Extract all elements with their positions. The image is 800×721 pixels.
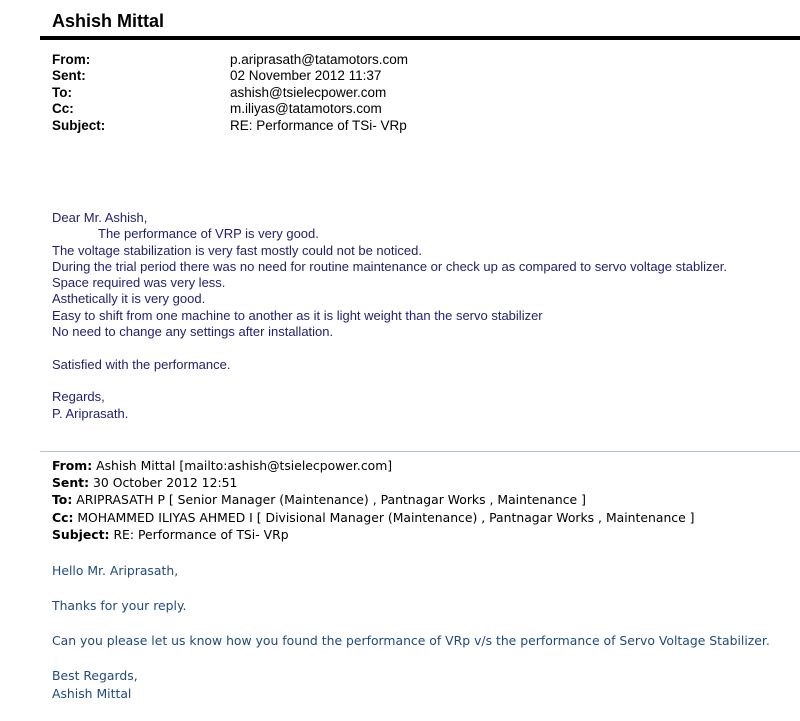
email1-body-line: The voltage stabilization is very fast mostly could not be noticed. <box>52 242 422 258</box>
email1-body-line: P. Ariprasath. <box>52 405 129 421</box>
email2-body-line: Ashish Mittal <box>52 685 132 701</box>
email1-from-label: From: <box>52 52 91 67</box>
email1-sent-row <box>52 68 408 84</box>
email2-cc-label: Cc: <box>52 509 74 525</box>
email2-sent-label: Sent: <box>52 475 90 491</box>
email1-body-line: Space required was very less. <box>52 275 226 291</box>
email2-cc-row <box>52 509 695 526</box>
document-title: Ashish Mittal <box>52 11 165 31</box>
email2-body-line <box>52 580 792 598</box>
email1-body-line <box>52 340 792 356</box>
email2-body-line <box>52 615 792 633</box>
email2-body-line: Best Regards, <box>52 668 138 683</box>
email1-body-line: Dear Mr. Ashish, <box>52 210 148 225</box>
email1-cc-value: m.iliyas@tatamotors.com <box>230 101 382 117</box>
email1-to-label: To: <box>52 84 72 100</box>
email2-body <box>52 562 792 702</box>
email2-sent-row <box>52 474 695 491</box>
email1-from-value: p.ariprasath@tatamotors.com <box>230 52 409 67</box>
email2-body-line: Thanks for your reply. <box>52 598 187 613</box>
email1-body-line: Regards, <box>52 389 105 405</box>
email1-body-line: Easy to shift from one machine to another as it is light weight than the servo stabilizer <box>52 307 543 323</box>
title-rule <box>40 36 800 40</box>
email2-subject-label: Subject: <box>52 526 110 542</box>
email1-from-row <box>52 52 408 68</box>
email1-to-value: ashish@tsielecpower.com <box>230 84 387 100</box>
email1-subject-label: Subject: <box>52 117 106 133</box>
email2-to-row <box>52 491 695 508</box>
email2-cc-value: MOHAMMED ILIYAS AHMED I [ Divisional Manager (Maintenance) , Pantnagar Works , Maintenance ] <box>77 509 695 525</box>
email2-header <box>52 457 695 543</box>
email1-subject-value: RE: Performance of TSi- VRp <box>230 117 407 133</box>
email1-body <box>52 210 792 422</box>
email2-body-line <box>52 650 792 668</box>
email1-body-line: No need to change any settings after installation. <box>52 324 334 340</box>
email1-to-row <box>52 85 408 101</box>
email2-to-value: ARIPRASATH P [ Senior Manager (Maintenance) , Pantnagar Works , Maintenance ] <box>76 492 586 508</box>
email2-subject-value: RE: Performance of TSi- VRp <box>113 526 289 542</box>
email1-body-line: During the trial period there was no need for routine maintenance or check up as compared to servo voltage stablizer. <box>52 258 727 274</box>
email1-sent-value: 02 November 2012 11:37 <box>230 68 382 84</box>
email2-sent-value: 30 October 2012 12:51 <box>92 475 238 491</box>
email2-body-line: Hello Mr. Ariprasath, <box>52 563 179 578</box>
email2-from-row <box>52 457 695 474</box>
email1-body-line: Asthetically it is very good. <box>52 291 206 307</box>
email1-subject-row <box>52 118 408 134</box>
email1-body-line <box>52 373 792 389</box>
email2-body-line: Can you please let us know how you found the performance of VRp v/s the performance of Servo Voltage Stabilizer. <box>52 633 770 648</box>
email1-body-line: Satisfied with the performance. <box>52 356 231 372</box>
email2-from-value: Ashish Mittal [mailto:ashish@tsielecpower.com] <box>96 458 393 473</box>
email2-subject-row <box>52 526 695 543</box>
email1-cc-row <box>52 101 408 117</box>
email1-cc-label: Cc: <box>52 101 74 117</box>
email2-from-label: From: <box>52 458 93 473</box>
email2-to-label: To: <box>52 492 73 508</box>
email1-header <box>52 52 408 134</box>
email-separator <box>40 451 800 452</box>
email1-sent-label: Sent: <box>52 68 86 84</box>
email1-body-line: The performance of VRP is very good. <box>98 226 319 242</box>
